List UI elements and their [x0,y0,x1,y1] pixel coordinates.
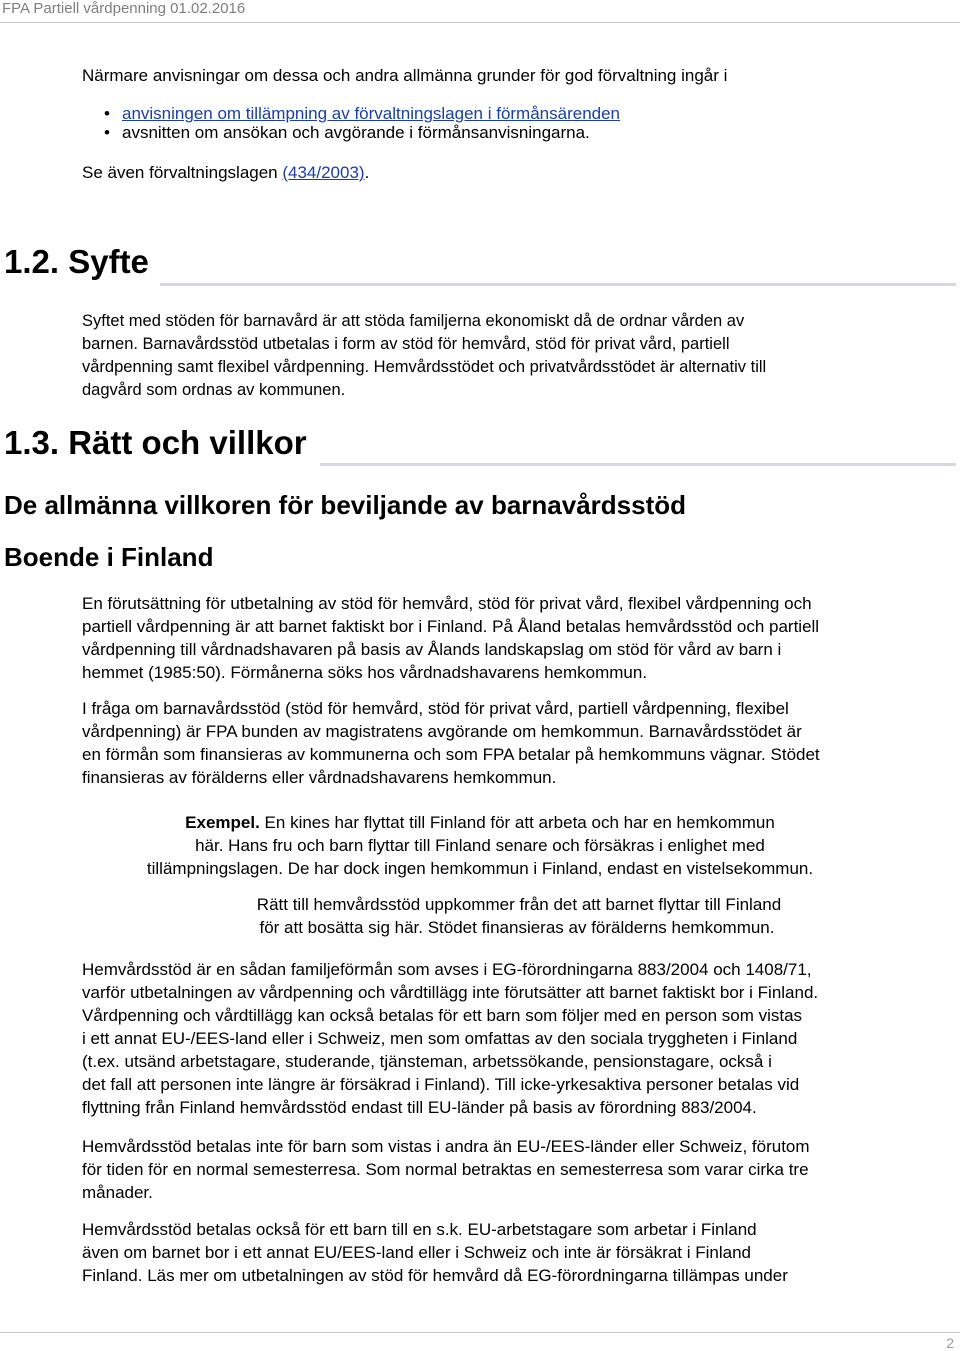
forvaltningslagen-link[interactable]: (434/2003) [282,163,365,182]
example-box [0,811,960,880]
text-line: i ett annat EU-/EES-land eller i Schweiz, men som omfattas av den sociala tryggheten i Finland [82,1029,798,1048]
example-line: för att bosätta sig här. Stödet finansieras av förälderns hemkommun. [259,918,775,937]
forvaltningslagen-anvisning-link[interactable]: anvisningen om tillämpning av förvaltningslagen i förmånsärenden [122,104,621,123]
text-line: barnen. Barnavårdsstöd utbetalas i form av stöd för hemvård, stöd för privat vård, partiell [82,335,730,353]
example-line: Rätt till hemvårdsstöd uppkommer från det att barnet flyttar till Finland [256,895,782,914]
text-line: Hemvårdsstöd är en sådan familjeförmån som avses i EG-förordningarna 883/2004 och 1408/71, [82,960,812,979]
footer-divider [0,1332,960,1333]
text-line: vårdpenning till vårdnadshavaren på basis av Ålands landskapslag om stöd för vård av barn i [82,640,782,659]
bullet-text: avsnitten om ansökan och avgörande i förmånsanvisningarna. [122,123,590,142]
intro-bullet-list [82,104,942,142]
heading-rule [320,463,956,466]
boende-paragraph-2 [82,697,957,789]
semesterresa-paragraph [82,1135,957,1204]
boende-paragraph-1 [82,592,957,684]
example-line: här. Hans fru och barn flyttar till Finland senare och försäkras i enlighet med [195,836,765,855]
text-line: Finland. Läs mer om utbetalningen av stöd för hemvård då EG-förordningarna tillämpas under [82,1266,788,1285]
text-line: partiell vårdpenning är att barnet faktiskt bor i Finland. På Åland betalas hemvårdsstöd och partiell [82,617,820,636]
see-also-suffix: . [364,163,370,182]
bullet-item[interactable] [82,104,942,123]
subheading-boende-i-finland: Boende i Finland [4,542,214,572]
text-line: flyttning från Finland hemvårdsstöd endast till EU-länder på basis av förordning 883/2004. [82,1098,757,1117]
syfte-paragraph [82,310,952,402]
text-line: en förmån som finansieras av kommunerna och som FPA betalar på hemkommuns vägnar. Stödet [82,745,820,764]
eu-arbetstagare-paragraph [82,1218,957,1287]
text-line: även om barnet bor i ett annat EU/EES-land eller i Schweiz och inte är försäkrat i Finland [82,1243,752,1262]
example-text: En kines har flyttat till Finland för att arbeta och har en hemkommun [259,813,775,832]
text-line: Hemvårdsstöd betalas också för ett barn till en s.k. EU-arbetstagare som arbetar i Finland [82,1220,757,1239]
heading-rule [160,283,956,286]
intro-lead: Närmare anvisningar om dessa och andra allmänna grunder för god förvaltning ingår i [82,66,728,85]
text-line: varför utbetalningen av vårdpenning och vårdtillägg inte förutsätter att barnet faktiskt bor i Finland. [82,983,819,1002]
see-also-prefix: Se även förvaltningslagen [82,163,283,182]
text-line: Syftet med stöden för barnavård är att stöda familjerna ekonomiskt då de ordnar vården av [82,312,745,330]
page-number: 2 [946,1335,954,1351]
text-line: vårdpenning samt flexibel vårdpenning. Hemvårdsstödet och privatvårdsstödet är alternativ till [82,358,767,376]
example-label: Exempel. [185,813,260,832]
section-heading-syfte: 1.2. Syfte [4,243,149,280]
bullet-item [82,123,942,142]
document-header-title: FPA Partiell vårdpenning 01.02.2016 [2,0,246,17]
text-line: dagvård som ordnas av kommunen. [82,381,346,399]
text-line: Hemvårdsstöd betalas inte för barn som vistas i andra än EU-/EES-länder eller Schweiz, förutom [82,1137,810,1156]
text-line: En förutsättning för utbetalning av stöd för hemvård, stöd för privat vård, flexibel vårdpenning och [82,594,812,613]
subheading-allmanna-villkor: De allmänna villkoren för beviljande av barnavårdsstöd [4,490,687,520]
text-line: för tiden för en normal semesterresa. Som normal betraktas en semesterresa som varar cirka tre [82,1160,809,1179]
eg-forordning-paragraph [82,958,957,1119]
text-line: (t.ex. utsänd arbetstagare, studerande, tjänsteman, arbetssökande, pensionstagare, också i [82,1052,772,1071]
text-line: månader. [82,1183,153,1202]
example-conclusion [0,893,960,939]
example-line [0,811,960,834]
text-line: hemmet (1985:50). Förmånerna söks hos vårdnadshavarens hemkommun. [82,663,648,682]
header-divider [0,22,960,23]
section-heading-ratt-och-villkor: 1.3. Rätt och villkor [4,424,307,461]
text-line: finansieras av förälderns eller vårdnadshavarens hemkommun. [82,768,557,787]
text-line: I fråga om barnavårdsstöd (stöd för hemvård, stöd för privat vård, partiell vårdpenning, flexibel [82,699,789,718]
text-line: Vårdpenning och vårdtillägg kan också betalas för ett barn som följer med en person som vistas [82,1006,803,1025]
text-line: det fall att personen inte längre är försäkrad i Finland). Till icke-yrkesaktiva personer betalas vid [82,1075,800,1094]
see-also-line [82,161,369,184]
example-line: tillämpningslagen. De har dock ingen hemkommun i Finland, endast en vistelsekommun. [146,859,814,878]
text-line: vårdpenning) är FPA bunden av magistratens avgörande om hemkommun. Barnavårdsstödet är [82,722,802,741]
